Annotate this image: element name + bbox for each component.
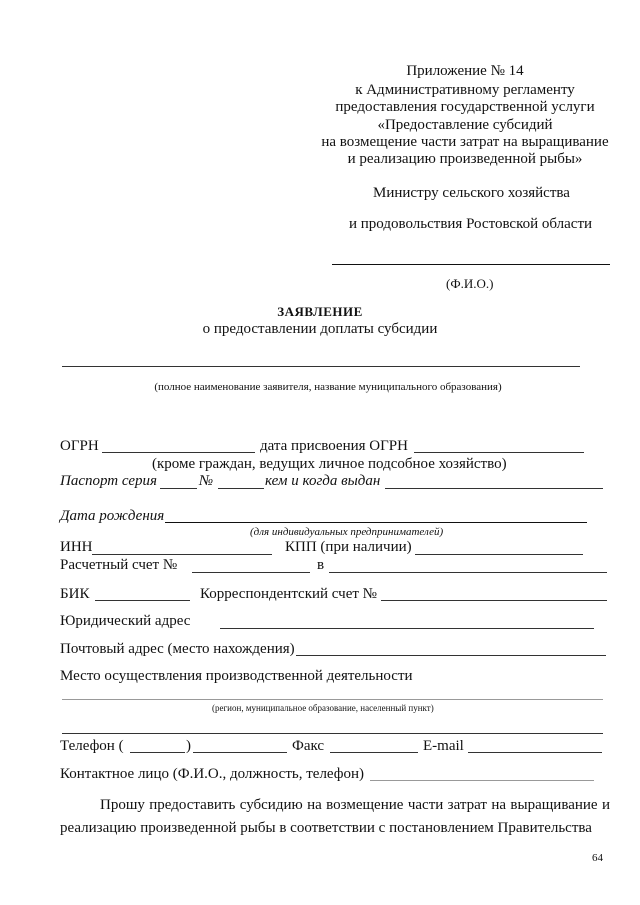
addressee-line-1: Министру сельского хозяйства <box>373 185 570 201</box>
birth-date-note: (для индивидуальных предпринимателей) <box>250 526 444 538</box>
account-label: Расчетный счет № <box>60 557 178 573</box>
appendix-service-name-3: и реализацию произведенной рыбы» <box>347 151 583 167</box>
contact-label: Контактное лицо (Ф.И.О., должность, телефон) <box>60 766 365 782</box>
passport-issued-label: кем и когда выдан <box>265 473 381 489</box>
ogrn-note: (кроме граждан, ведущих личное подсобное хозяйство) <box>152 456 507 472</box>
email-label: E-mail <box>423 738 464 754</box>
contact-input-line[interactable] <box>370 780 594 781</box>
passport-series-label: Паспорт серия <box>60 473 157 489</box>
fio-caption: (Ф.И.О.) <box>446 276 494 291</box>
fax-input-line[interactable] <box>330 752 418 753</box>
bik-label: БИК <box>60 586 90 602</box>
extra-input-line[interactable] <box>62 733 603 734</box>
addressee-line-2: и продовольствия Ростовской области <box>349 216 593 232</box>
ogrn-date-label: дата присвоения ОГРН <box>260 438 408 454</box>
phone-input-line[interactable] <box>193 752 287 753</box>
legal-address-label: Юридический адрес <box>60 613 191 629</box>
appendix-service: предоставления государственной услуги <box>335 99 595 115</box>
appendix-service-name: «Предоставление субсидий <box>377 117 553 133</box>
fax-label: Факс <box>292 738 325 754</box>
passport-number-label: № <box>199 473 214 489</box>
appendix-service-name-2: на возмещение части затрат на выращивание <box>321 134 609 150</box>
inn-input-line[interactable] <box>92 554 272 555</box>
inn-label: ИНН <box>60 539 93 555</box>
phone-label: Телефон ( <box>60 738 124 754</box>
bik-input-line[interactable] <box>95 600 190 601</box>
passport-number-input-line[interactable] <box>218 488 264 489</box>
activity-place-input-line[interactable] <box>62 699 603 700</box>
passport-issued-input-line[interactable] <box>385 488 603 489</box>
ogrn-input-line[interactable] <box>102 452 255 453</box>
bank-input-line[interactable] <box>329 572 607 573</box>
appendix-reglament: к Административному регламенту <box>355 82 575 98</box>
page-number: 64 <box>592 852 603 864</box>
phone-close-paren: ) <box>186 738 191 754</box>
kpp-label: КПП (при наличии) <box>285 539 412 555</box>
legal-address-input-line[interactable] <box>220 628 594 629</box>
fio-line[interactable] <box>332 264 610 265</box>
document-title: ЗАЯВЛЕНИЕ <box>277 304 363 319</box>
kpp-input-line[interactable] <box>415 554 583 555</box>
bank-in-label: в <box>317 557 325 573</box>
postal-address-input-line[interactable] <box>296 655 606 656</box>
activity-place-note: (регион, муниципальное образование, населенный пункт) <box>212 703 434 713</box>
corr-account-label: Корреспондентский счет № <box>200 586 377 602</box>
applicant-caption: (полное наименование заявителя, название муниципального образования) <box>154 381 502 393</box>
ogrn-label: ОГРН <box>60 438 99 454</box>
account-input-line[interactable] <box>192 572 310 573</box>
document-subtitle: о предоставлении доплаты субсидии <box>202 321 438 337</box>
phone-code-input-line[interactable] <box>130 752 185 753</box>
ogrn-date-input-line[interactable] <box>414 452 584 453</box>
appendix-number: Приложение № 14 <box>406 63 524 79</box>
birth-date-label: Дата рождения <box>60 508 165 524</box>
request-paragraph: Прошу предоставить субсидию на возмещение части затрат на выращивание и реализацию произведенной рыбы в соответствии с постановлением Правительства <box>60 797 610 836</box>
birth-date-input-line[interactable] <box>165 522 587 523</box>
postal-address-label: Почтовый адрес (место нахождения) <box>60 641 295 657</box>
email-input-line[interactable] <box>468 752 602 753</box>
passport-series-input-line[interactable] <box>160 488 197 489</box>
activity-place-label: Место осуществления производственной деятельности <box>60 668 413 684</box>
applicant-name-line[interactable] <box>62 366 580 367</box>
corr-account-input-line[interactable] <box>381 600 607 601</box>
